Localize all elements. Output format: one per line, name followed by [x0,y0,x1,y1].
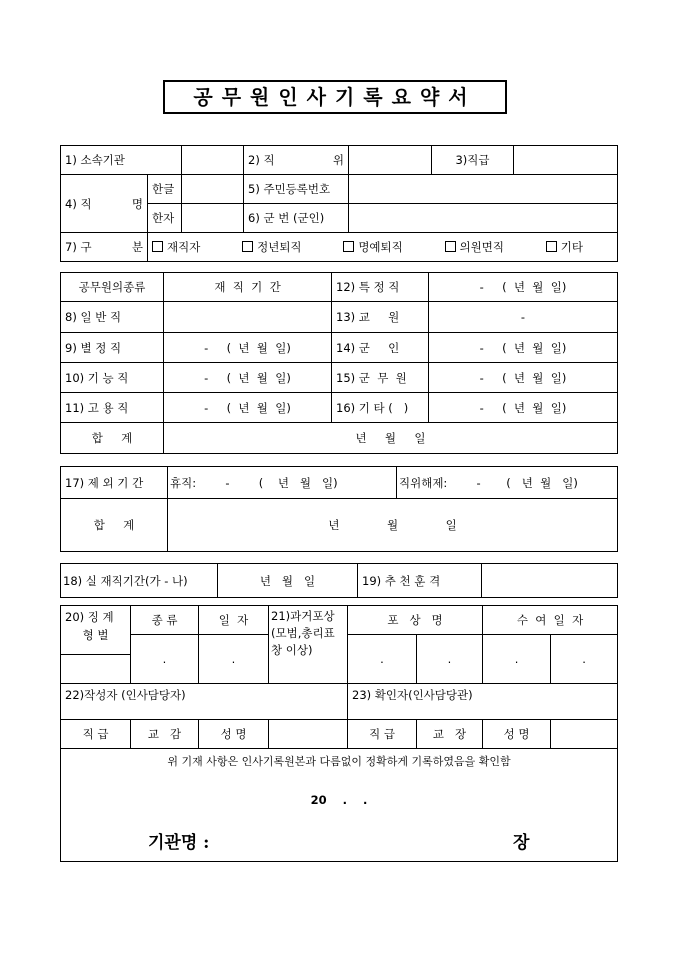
date-field[interactable]: - ( 년 월 일) [164,363,332,393]
hangul-label: 한글 [148,175,182,204]
period-header: 재 직 기 간 [164,273,332,302]
category-label: 7) 구 분 [61,233,148,262]
row-label: 14) 군 인 [332,333,429,363]
writer-name-field[interactable] [269,720,348,749]
row-label: 15) 군 무 원 [332,363,429,393]
award-field[interactable]: . [348,635,417,684]
confirmer-grade-label: 직 급 [348,720,417,749]
date-field[interactable]: - ( 년 월 일) [429,333,618,363]
grade-field[interactable] [514,146,618,175]
writer-grade-label: 직 급 [61,720,131,749]
agency-label: 1) 소속기관 [61,146,182,175]
discipline-label-cell [61,655,131,684]
position-field[interactable] [349,146,432,175]
type-header: 공무원의종류 [61,273,164,302]
award-field[interactable]: . [417,635,483,684]
confirmer-label: 23) 확인자(인사담당관) [348,684,618,720]
total-value: 년 월 일 [164,423,618,454]
document-title: 공무원인사기록요약서 [163,80,507,114]
award-field[interactable]: . [483,635,551,684]
checkbox-option[interactable]: 정년퇴직 [242,239,301,255]
excluded-total-value: 년 월 일 [168,499,618,552]
checkbox-option[interactable]: 의원면직 [445,239,504,255]
confirmation-statement: 위 기재 사항은 인사기록원본과 다름없이 정확하게 기록하였음을 확인함 [167,755,511,768]
writer-label: 22)작성자 (인사담당자) [61,684,348,720]
military-label: 6) 군 번 (군인) [244,204,349,233]
checkbox-option[interactable]: 명예퇴직 [343,239,402,255]
name-label: 4) 직 명 [61,175,148,233]
discipline-date-header: 일 자 [199,606,269,635]
service-period-table [60,272,618,454]
excluded-total-label: 합 계 [61,499,168,552]
row-label: 9) 별 정 직 [61,333,164,363]
actual-period-table [60,563,618,598]
personal-info-table [60,145,618,262]
recommend-label: 19) 추 천 훈 격 [358,564,482,598]
discipline-label: 20) 징 계 형 벌 [61,606,131,655]
hangul-name-field[interactable] [182,175,244,204]
confirmer-name-field[interactable] [551,720,618,749]
excluded-label: 17) 제 외 기 간 [61,467,168,499]
row-label: 13) 교 원 [332,302,429,333]
date-field[interactable] [164,302,332,333]
excluded-period-table [60,466,618,552]
confirmation-block [61,749,618,862]
date-line: 20 . . [310,793,368,807]
award-date-header: 수 여 일 자 [483,606,618,635]
row-label: 10) 기 능 직 [61,363,164,393]
category-options [148,233,618,262]
row-label: 8) 일 반 직 [61,302,164,333]
grade-label: 3)직급 [432,146,514,175]
checkbox-option[interactable]: 재직자 [152,239,200,255]
discipline-award-table [60,605,618,862]
award-field[interactable]: . [551,635,618,684]
date-field[interactable]: - ( 년 월 일) [164,393,332,423]
total-label: 합 계 [61,423,164,454]
discipline-date-field[interactable]: . [199,635,269,684]
actual-period-value: 년 월 일 [218,564,358,598]
checkbox-option[interactable]: 기타 [546,239,583,255]
position-label: 2) 직 위 [244,146,349,175]
confirmer-grade-value: 교 장 [417,720,483,749]
writer-name-label: 성 명 [199,720,269,749]
date-field[interactable]: - ( 년 월 일) [429,273,618,302]
recommend-field[interactable] [482,564,618,598]
discipline-type-field[interactable]: . [131,635,199,684]
award-name-header: 포 상 명 [348,606,483,635]
date-field[interactable]: - ( 년 월 일) [429,393,618,423]
agency-name-label: 기관명 : [148,833,210,853]
date-field[interactable]: - ( 년 월 일) [164,333,332,363]
date-field[interactable]: - ( 년 월 일) [429,363,618,393]
row-label: 12) 특 정 직 [332,273,429,302]
hanja-label: 한자 [148,204,182,233]
military-field[interactable] [349,204,618,233]
hanja-name-field[interactable] [182,204,244,233]
rrn-label: 5) 주민등록번호 [244,175,349,204]
leave-field[interactable]: 휴직: - ( 년 월 일) [168,467,397,499]
writer-grade-value: 교 감 [131,720,199,749]
row-label: 11) 고 용 직 [61,393,164,423]
row-label: 16) 기 타 ( ) [332,393,429,423]
agency-field[interactable] [182,146,244,175]
dismissal-field[interactable]: 직위해제: - ( 년 월 일) [397,467,618,499]
award-label: 21)과거포상 (모범,총리표 창 이상) [269,606,348,684]
confirmer-name-label: 성 명 [483,720,551,749]
actual-period-label: 18) 실 재직기간(가 - 나) [61,564,218,598]
discipline-type-header: 종 류 [131,606,199,635]
date-field[interactable]: - [429,302,618,333]
seal-label: 장 [513,833,530,853]
rrn-field[interactable] [349,175,618,204]
